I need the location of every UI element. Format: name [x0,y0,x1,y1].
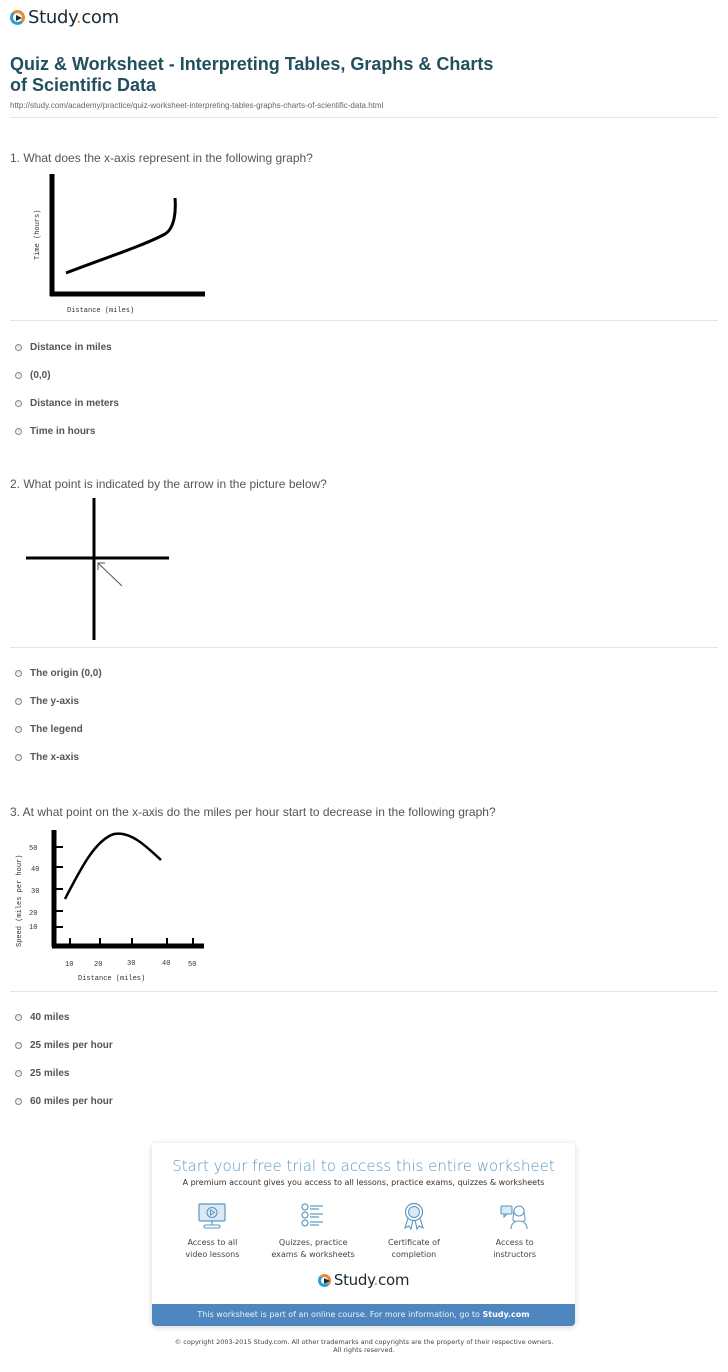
x-tick: 20 [94,961,103,969]
answer-option[interactable] [15,1059,113,1087]
x-tick: 50 [188,961,197,969]
feature-label: completion [391,1250,437,1259]
y-tick: 40 [31,866,40,874]
video-lesson-icon [197,1201,227,1231]
radio-button[interactable] [15,670,22,677]
question-2-options [15,659,102,771]
divider [10,647,718,648]
option-label: The y-axis [30,695,79,707]
radio-button[interactable] [15,1098,22,1105]
answer-option[interactable] [15,715,102,743]
y-axis-label: Speed (miles per hour) [16,854,24,947]
play-logo-icon [10,10,25,25]
page-url: http://study.com/academy/practice/quiz-worksheet-interpreting-tables-graphs-charts-of-scientific-data.html [10,101,384,110]
feature-list [152,1201,575,1261]
quiz-list-icon [298,1201,328,1231]
option-label: 25 miles per hour [30,1039,113,1051]
question-3-graph [10,825,210,990]
question-2-text: 2. What point is indicated by the arrow in the picture below? [10,477,327,491]
certificate-icon [399,1201,429,1231]
x-axis-label: Distance (miles) [78,975,146,983]
feature-label: Certificate of [387,1238,440,1247]
x-axis-label: Distance (miles) [67,307,135,315]
y-tick: 50 [29,845,38,853]
option-label: Distance in meters [30,397,119,409]
study-logo-promo[interactable] [152,1271,575,1289]
option-label: Time in hours [30,425,96,437]
radio-button[interactable] [15,726,22,733]
answer-option[interactable] [15,361,119,389]
feature-label: instructors [493,1250,537,1259]
title-line-1: Quiz & Worksheet - Interpreting Tables, Graphs & Charts [10,54,494,74]
option-label: 40 miles [30,1011,70,1023]
question-3-text: 3. At what point on the x-axis do the miles per hour start to decrease in the following graph? [10,805,496,819]
x-tick: 30 [127,960,136,968]
feature-label: Access to all [187,1238,238,1247]
play-logo-icon [318,1274,331,1287]
answer-option[interactable] [15,743,102,771]
y-axis-label: Time (hours) [34,209,42,260]
study-logo[interactable] [10,7,119,28]
feature-label: Access to [495,1238,534,1247]
radio-button[interactable] [15,698,22,705]
answer-option[interactable] [15,1087,113,1115]
study-com-link[interactable]: Study.com [482,1310,530,1319]
logo-wordmark: Study.com [28,7,119,28]
option-label: Distance in miles [30,341,112,353]
answer-option[interactable] [15,687,102,715]
question-1-options [15,333,119,445]
feature-quizzes [266,1201,361,1261]
option-label: 25 miles [30,1067,70,1079]
title-line-2: of Scientific Data [10,75,157,95]
feature-label: Quizzes, practice [278,1238,348,1247]
feature-instructors [467,1201,562,1261]
radio-button[interactable] [15,400,22,407]
feature-label: exams & worksheets [271,1250,355,1259]
divider [10,320,718,321]
y-tick: 30 [31,888,40,896]
feature-label: video lessons [185,1250,240,1259]
promo-subtitle: A premium account gives you access to all lessons, practice exams, quizzes & worksheets [182,1178,545,1187]
radio-button[interactable] [15,754,22,761]
answer-option[interactable] [15,389,119,417]
promo-title[interactable]: Start your free trial to access this entire worksheet [172,1157,555,1175]
question-2-figure [20,495,180,645]
option-label: (0,0) [30,369,51,381]
free-trial-promo [152,1143,575,1326]
arrow-icon [98,563,122,586]
answer-option[interactable] [15,417,119,445]
radio-button[interactable] [15,1014,22,1021]
radio-button[interactable] [15,344,22,351]
radio-button[interactable] [15,1070,22,1077]
radio-button[interactable] [15,428,22,435]
y-tick: 20 [29,910,38,918]
online-course-banner [152,1304,575,1326]
banner-text: This worksheet is part of an online course. For more information, go to [197,1310,483,1319]
answer-option[interactable] [15,1031,113,1059]
copyright-line: All rights reserved. [333,1346,395,1354]
copyright-footer [0,1338,728,1354]
option-label: 60 miles per hour [30,1095,113,1107]
question-3-options [15,1003,113,1115]
option-label: The legend [30,723,83,735]
divider [10,117,718,118]
question-1-graph [25,170,215,320]
answer-option[interactable] [15,659,102,687]
radio-button[interactable] [15,1042,22,1049]
copyright-line: © copyright 2003-2015 Study.com. All other trademarks and copyrights are the property of their respective owners. [174,1338,554,1346]
logo-wordmark: Study.com [333,1271,410,1289]
x-tick: 10 [65,961,74,969]
page-title [10,54,570,96]
x-tick: 40 [162,960,171,968]
radio-button[interactable] [15,372,22,379]
answer-option[interactable] [15,333,119,361]
divider [10,991,718,992]
feature-certificate [366,1201,461,1261]
instructor-icon [500,1201,530,1231]
y-tick: 10 [29,924,38,932]
feature-video-lessons [165,1201,260,1261]
answer-option[interactable] [15,1003,113,1031]
question-1-text: 1. What does the x-axis represent in the following graph? [10,151,313,165]
option-label: The origin (0,0) [30,667,102,679]
option-label: The x-axis [30,751,79,763]
